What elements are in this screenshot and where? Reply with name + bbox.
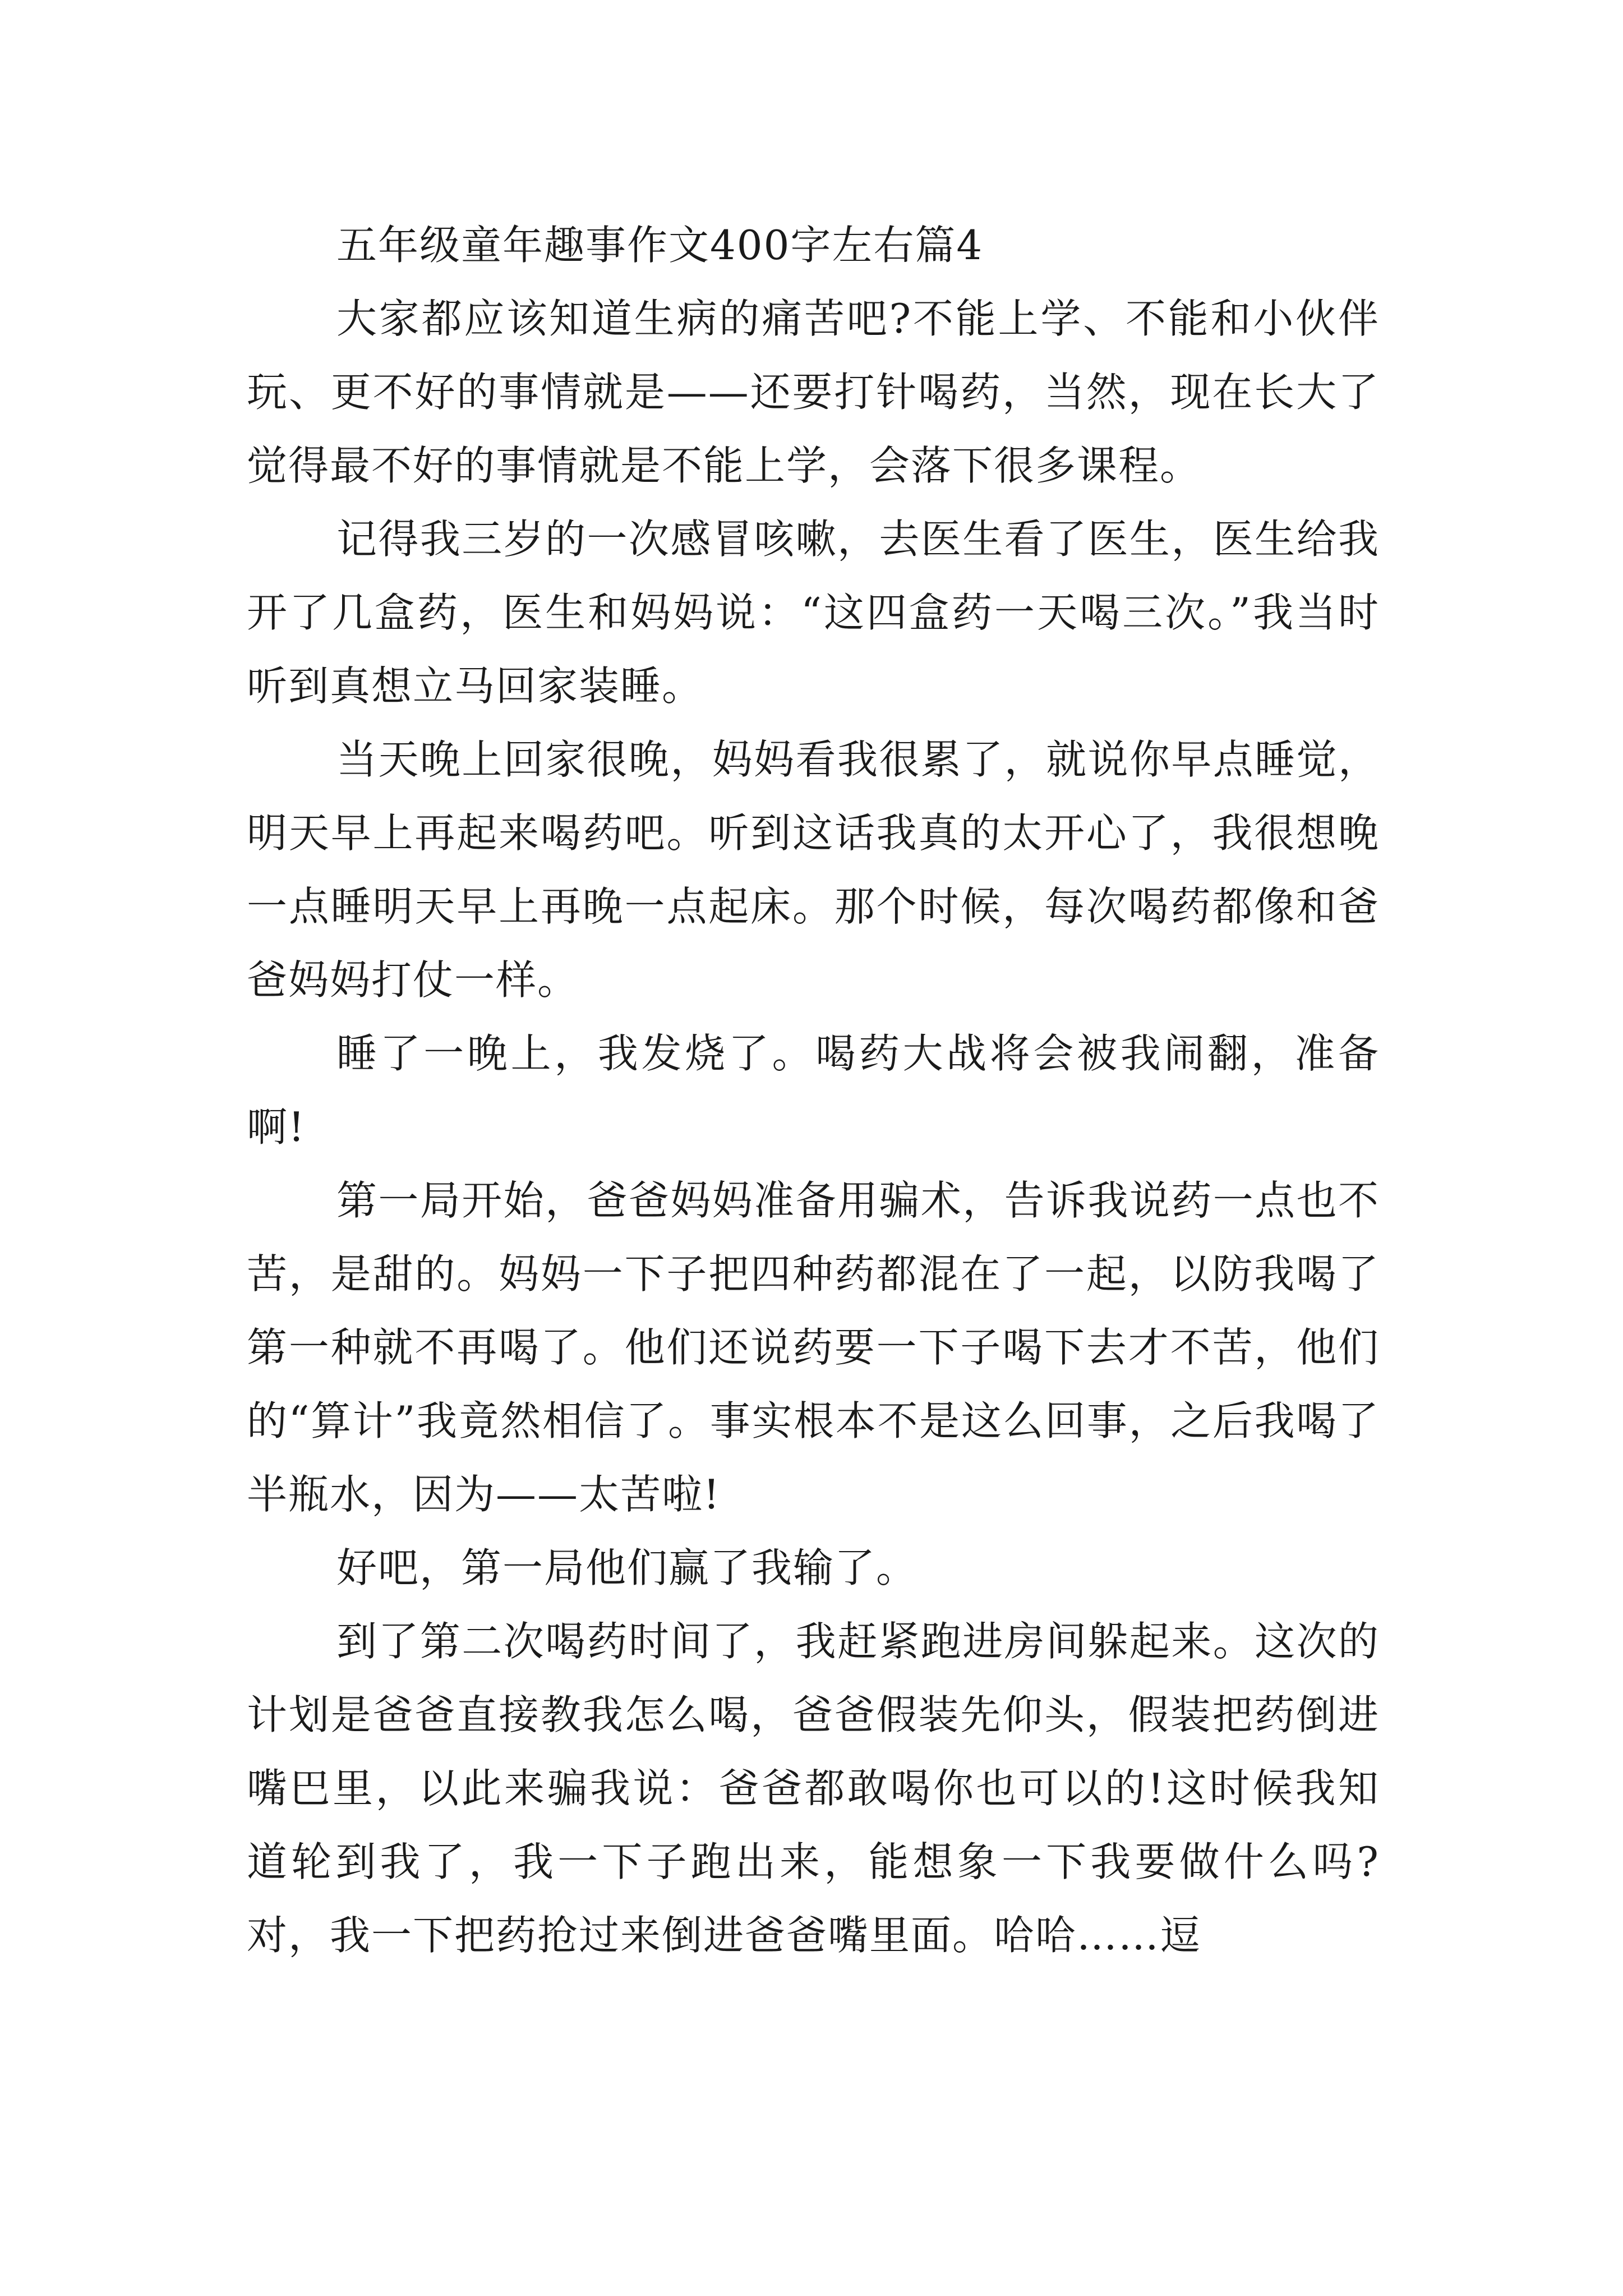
paragraph-7: 到了第二次喝药时间了，我赶紧跑进房间躲起来。这次的计划是爸爸直接教我怎么喝，爸爸假装先仰头，假装把药倒进嘴巴里，以此来骗我说：爸爸都敢喝你也可以的!这时候我知道轮到我了，我一下子跑出来，能想象一下我要做什么吗?对，我一下把药抢过来倒进爸爸嘴里面。哈哈……逗 [247, 1618, 1380, 1959]
paragraph-2: 记得我三岁的一次感冒咳嗽，去医生看了医生，医生给我开了几盒药，医生和妈妈说：“这四盒药一天喝三次。”我当时听到真想立马回家装睡。 [247, 516, 1380, 710]
document-body [247, 209, 1380, 1972]
paragraph-4: 睡了一晚上，我发烧了。喝药大战将会被我闹翻，准备啊! [247, 1030, 1380, 1151]
paragraph-3: 当天晚上回家很晚，妈妈看我很累了，就说你早点睡觉，明天早上再起来喝药吧。听到这话我真的太开心了，我很想晚一点睡明天早上再晚一点起床。那个时候，每次喝药都像和爸爸妈妈打仗一样。 [247, 736, 1380, 1004]
paragraph-6: 好吧，第一局他们赢了我输了。 [336, 1544, 918, 1591]
paragraph-1: 大家都应该知道生病的痛苦吧?不能上学、不能和小伙伴玩、更不好的事情就是——还要打针喝药，当然，现在长大了觉得最不好的事情就是不能上学，会落下很多课程。 [247, 295, 1380, 489]
paragraph-5: 第一局开始，爸爸妈妈准备用骗术，告诉我说药一点也不苦，是甜的。妈妈一下子把四种药都混在了一起，以防我喝了第一种就不再喝了。他们还说药要一下子喝下去才不苦，他们的“算计”我竟然相信了。事实根本不是这么回事，之后我喝了半瓶水，因为——太苦啦! [247, 1177, 1380, 1518]
document-title: 五年级童年趣事作文400字左右篇4 [336, 222, 984, 269]
